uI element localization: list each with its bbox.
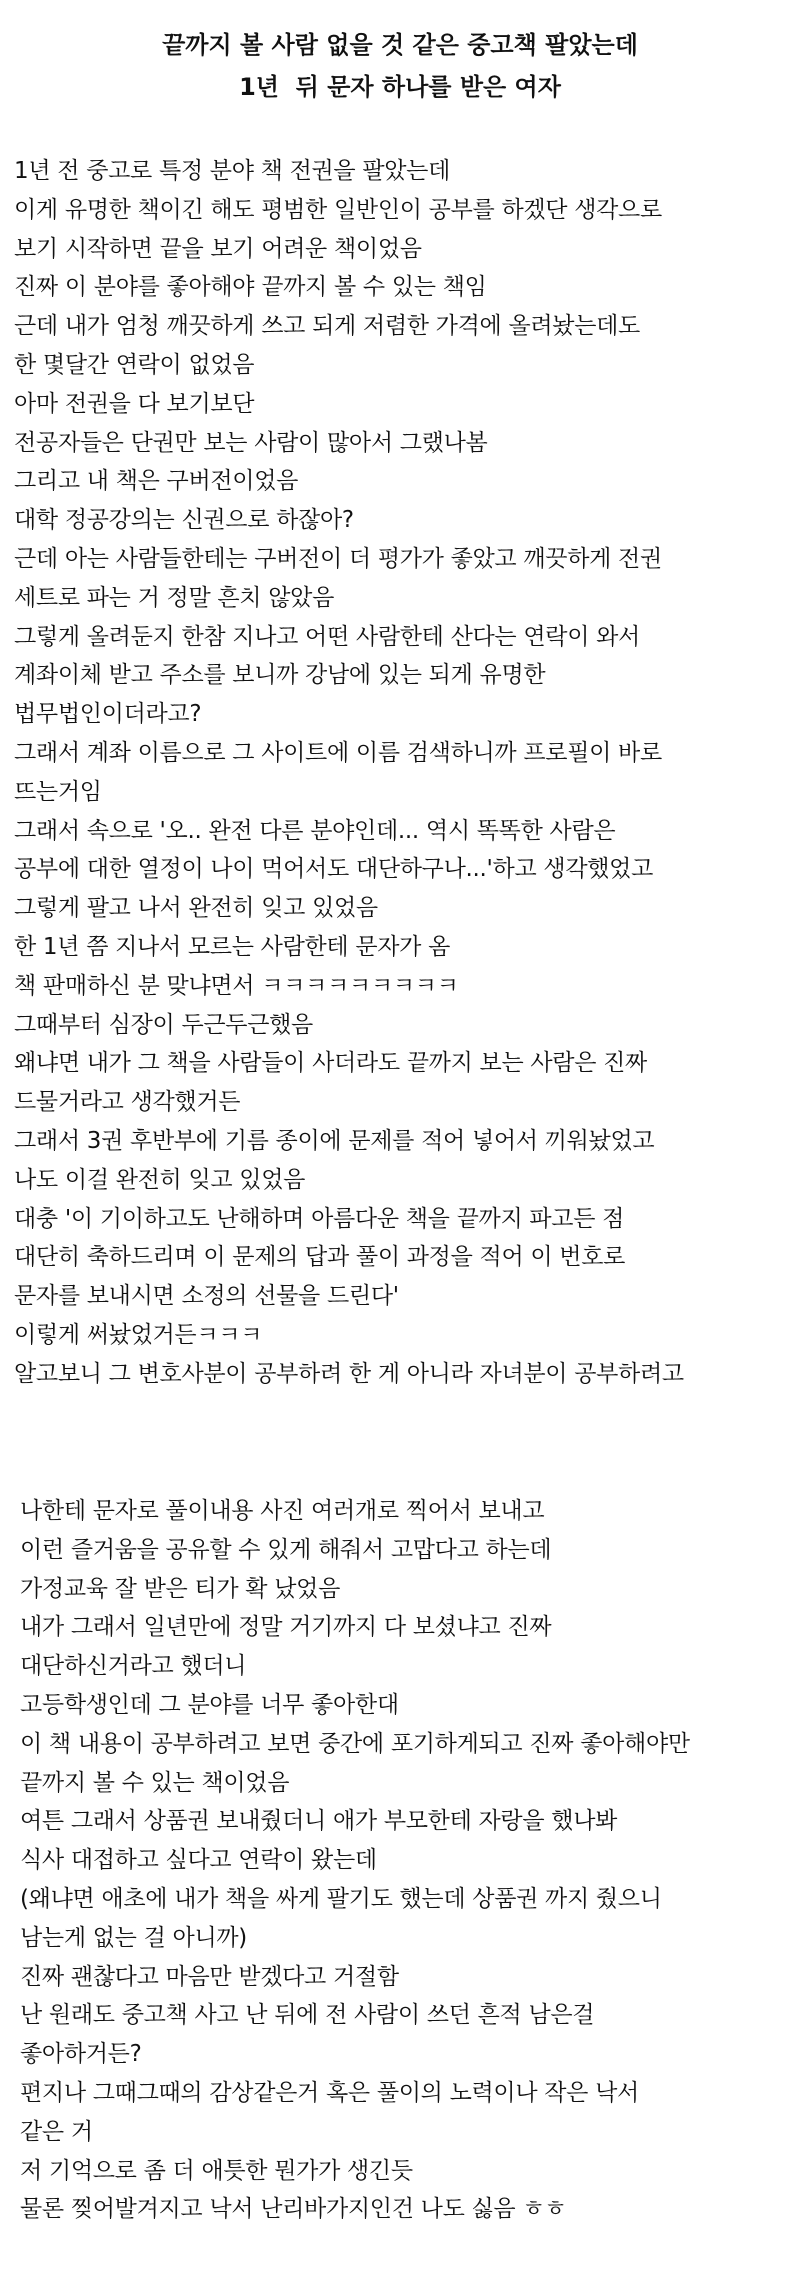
- body-text-line: 드물거라고 생각했거든: [14, 1089, 241, 1116]
- body-text-line: 계좌이체 받고 주소를 보니까 강남에 있는 되게 유명한: [14, 662, 546, 689]
- body-text-line: 그래서 계좌 이름으로 그 사이트에 이름 검색하니까 프로필이 바로: [14, 739, 662, 766]
- body-text-line: 같은 거: [20, 2118, 93, 2145]
- body-text-line: 이런 즐거움을 공유할 수 있게 해줘서 고맙다고 하는데: [20, 1536, 552, 1563]
- body-text-line: 난 원래도 중고책 사고 난 뒤에 전 사람이 쓰던 흔적 남은걸: [20, 2002, 595, 2029]
- body-text-line: 그렇게 팔고 나서 완전히 잊고 있었음: [14, 895, 378, 922]
- body-text-line: 대단히 축하드리며 이 문제의 답과 풀이 과정을 적어 이 번호로: [14, 1244, 626, 1271]
- body-text-line: 물론 찢어발겨지고 낙서 난리바가지인건 나도 싫음 ㅎㅎ: [20, 2196, 567, 2223]
- body-text-line: 법무법인이더라고?: [14, 701, 202, 728]
- body-text-line: 여튼 그래서 상품권 보내줬더니 애가 부모한테 자랑을 했나봐: [20, 1808, 618, 1835]
- body-text-line: 문자를 보내시면 소정의 선물을 드린다': [14, 1283, 399, 1310]
- body-text-line: 이게 유명한 책이긴 해도 평범한 일반인이 공부를 하겠단 생각으로: [14, 196, 662, 223]
- body-text-line: 1년 전 중고로 특정 분야 책 전권을 팔았는데: [14, 158, 451, 184]
- body-text-line: 대충 '이 기이하고도 난해하며 아름다운 책을 끝까지 파고든 점: [14, 1205, 625, 1232]
- body-text-line: 그렇게 올려둔지 한참 지나고 어떤 사람한테 산다는 연락이 와서: [14, 623, 640, 650]
- body-text-line: 고등학생인데 그 분야를 너무 좋아한대: [20, 1691, 399, 1718]
- body-text-line: 그리고 내 책은 구버전이었음: [14, 468, 299, 495]
- body-text-line: 한 몇달간 연락이 없었음: [14, 351, 255, 378]
- body-text-line: 근데 내가 엄청 깨끗하게 쓰고 되게 저렴한 가격에 올려놨는데도: [14, 313, 640, 340]
- body-text-line: 이 책 내용이 공부하려고 보면 중간에 포기하게되고 진짜 좋아해야만: [20, 1730, 690, 1757]
- body-text-line: 대단하신거라고 했더니: [20, 1653, 247, 1680]
- body-text-line: 식사 대접하고 싶다고 연락이 왔는데: [20, 1847, 377, 1874]
- body-text-line: 남는게 없는 걸 아니까): [20, 1924, 247, 1951]
- body-text-line: 왜냐면 내가 그 책을 사람들이 사더라도 끝까지 보는 사람은 진짜: [14, 1050, 647, 1077]
- body-text-line: 끝까지 볼 수 있는 책이었음: [20, 1769, 290, 1796]
- body-text-line: 보기 시작하면 끝을 보기 어려운 책이었음: [14, 235, 422, 262]
- body-text-line: 진짜 괜찮다고 마음만 받겠다고 거절함: [20, 1963, 399, 1990]
- body-text-line: 근데 아는 사람들한테는 구버전이 더 평가가 좋았고 깨끗하게 전권: [14, 545, 662, 572]
- body-text-line: 아마 전권을 다 보기보단: [14, 390, 255, 417]
- body-text-line: 편지나 그때그때의 감상같은거 혹은 풀이의 노력이나 작은 낙서: [20, 2079, 639, 2106]
- body-text-line: (왜냐면 애초에 내가 책을 싸게 팔기도 했는데 상품권 까지 줬으니: [20, 1885, 662, 1912]
- post-body-part-2: [20, 1492, 800, 2229]
- body-text-line: 한 1년 쯤 지나서 모르는 사람한테 문자가 옴: [14, 933, 451, 960]
- post-title-line-2: 1년 뒤 문자 하나를 받은 여자: [239, 73, 561, 101]
- body-text-line: 전공자들은 단권만 보는 사람이 많아서 그랬나봄: [14, 429, 488, 456]
- body-text-line: 대학 정공강의는 신권으로 하잖아?: [14, 507, 354, 534]
- body-text-line: 그래서 속으로 '오.. 완전 다른 분야인데... 역시 똑똑한 사람은: [14, 817, 616, 844]
- body-text-line: 공부에 대한 열정이 나이 먹어서도 대단하구나...'하고 생각했었고: [14, 856, 653, 883]
- post-title-line-1: 끝까지 볼 사람 없을 것 같은 중고책 팔았는데: [162, 31, 638, 59]
- body-text-line: 나도 이걸 완전히 잊고 있었음: [14, 1166, 306, 1193]
- body-text-line: 알고보니 그 변호사분이 공부하려 한 게 아니라 자녀분이 공부하려고: [14, 1360, 684, 1387]
- body-text-line: 내가 그래서 일년만에 정말 거기까지 다 보셨냐고 진짜: [20, 1614, 552, 1641]
- body-text-line: 그때부터 심장이 두근두근했음: [14, 1011, 313, 1038]
- body-text-line: 나한테 문자로 풀이내용 사진 여러개로 찍어서 보내고: [20, 1498, 545, 1524]
- body-text-line: 뜨는거임: [14, 778, 102, 805]
- body-text-line: 이렇게 써놨었거든ㅋㅋㅋ: [14, 1321, 263, 1348]
- body-text-line: 그래서 3권 후반부에 기름 종이에 문제를 적어 넣어서 끼워놨었고: [14, 1127, 655, 1154]
- body-text-line: 저 기억으로 좀 더 애틋한 뭔가가 생긴듯: [20, 2157, 413, 2184]
- body-text-line: 좋아하거든?: [20, 2041, 142, 2068]
- body-text-line: 세트로 파는 거 정말 흔치 않았음: [14, 584, 334, 611]
- body-text-line: 진짜 이 분야를 좋아해야 끝까지 볼 수 있는 책임: [14, 274, 487, 301]
- post-title: [0, 24, 800, 108]
- body-text-line: 책 판매하신 분 맞냐면서 ㅋㅋㅋㅋㅋㅋㅋㅋㅋ: [14, 972, 459, 999]
- post-body-part-1: [14, 152, 794, 1394]
- body-text-line: 가정교육 잘 받은 티가 확 났었음: [20, 1575, 340, 1602]
